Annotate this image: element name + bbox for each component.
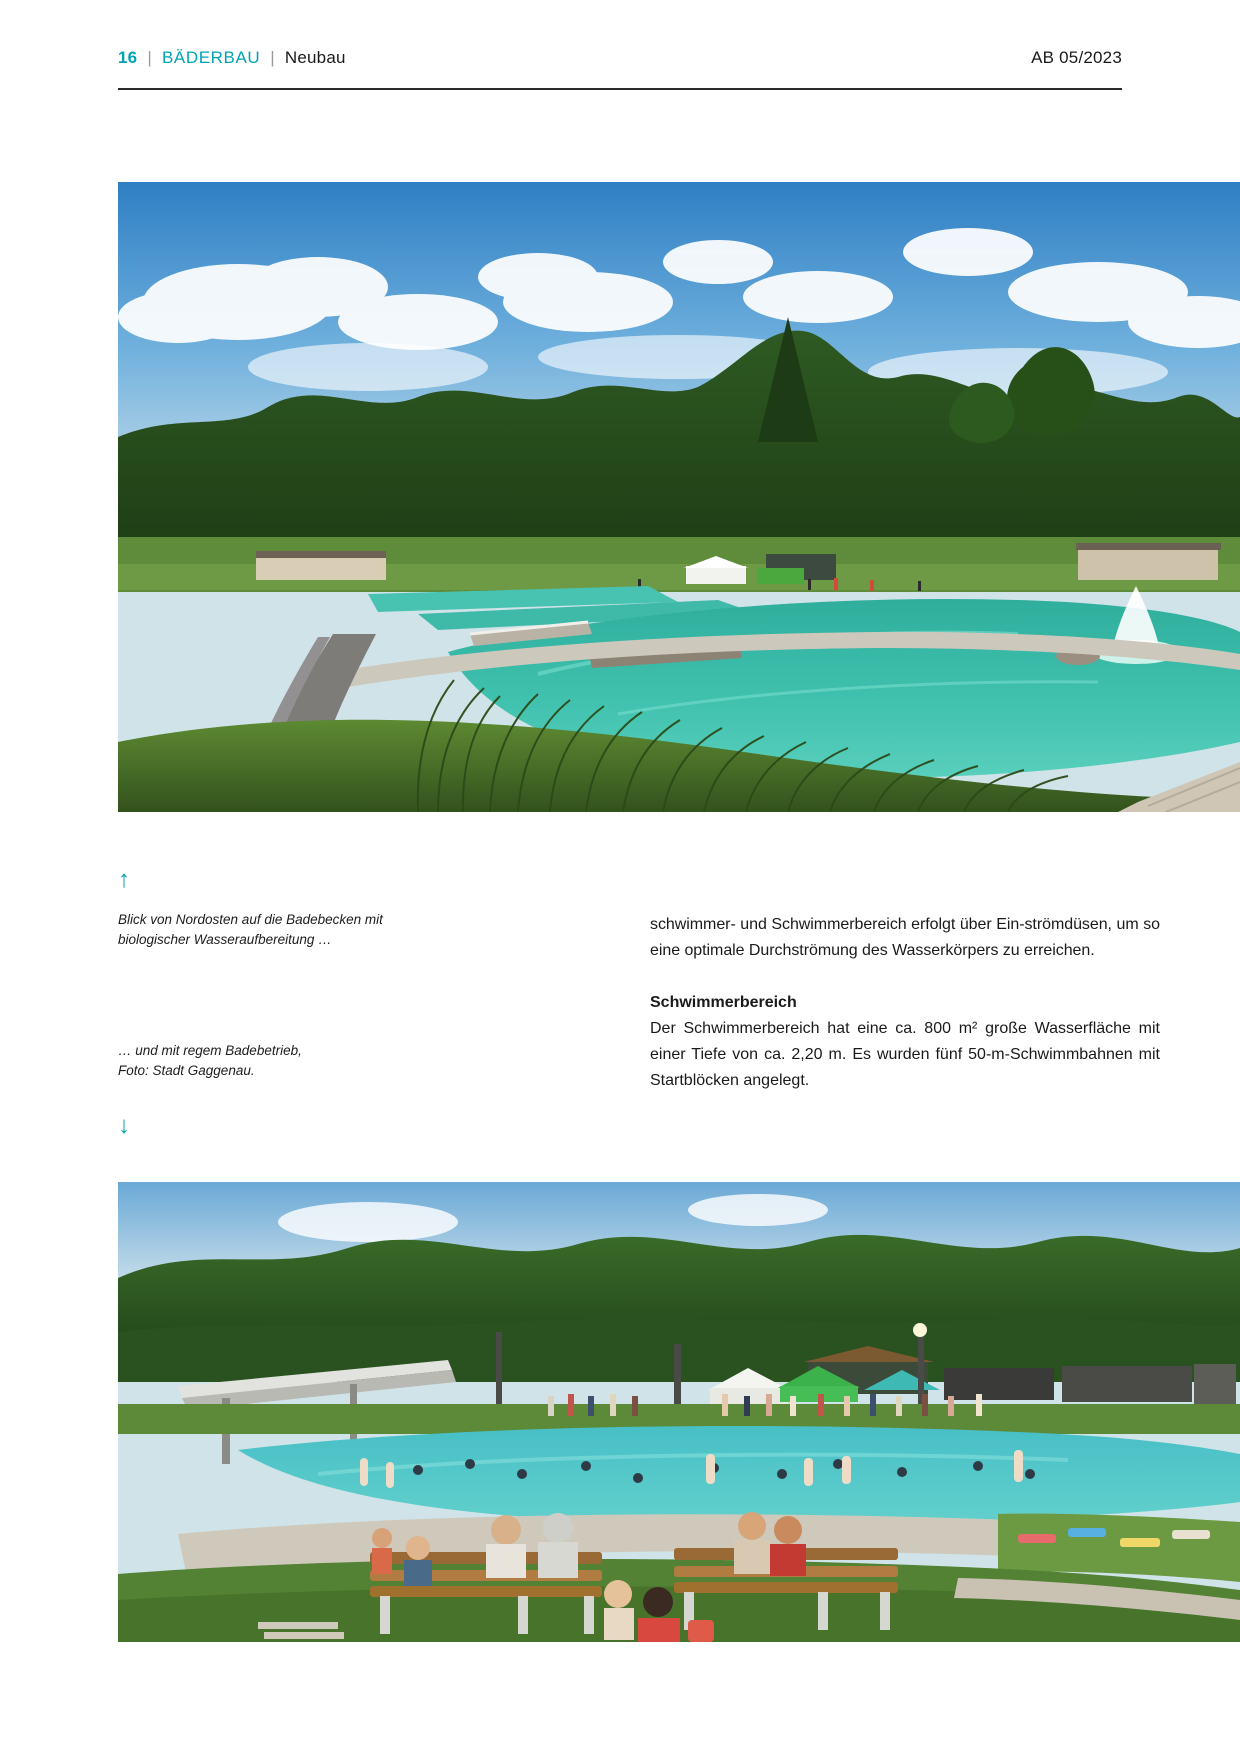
- caption-top-line-1: Blick von Nordosten auf die Badebecken mit: [118, 912, 383, 927]
- breadcrumb-separator-1: |: [147, 48, 152, 67]
- issue-label: AB 05/2023: [1031, 48, 1122, 67]
- header-section-title: BÄDERBAU: [161, 48, 261, 67]
- page-number: 16: [118, 48, 138, 67]
- page-header: [118, 48, 1122, 68]
- figure-busy-swimming-pond: [118, 1182, 1240, 1642]
- caption-bottom-line-1: … und mit regem Badebetrieb,: [118, 1043, 302, 1059]
- arrow-down-icon: ↓: [118, 1112, 130, 1140]
- figure-aerial-view-natural-swimming-pond: [118, 182, 1240, 812]
- busy-pond-illustration: [118, 1182, 1240, 1642]
- body-paragraph-2: Der Schwimmerbereich hat eine ca. 800 m² große Wasserfläche mit einer Tiefe von ca. 2,20 m. Es wurden fünf 50-m-Schwimmbahnen mit Startblöcken angelegt.: [650, 1019, 1160, 1089]
- figure-caption-bottom: [118, 1041, 448, 1080]
- caption-column: [118, 868, 448, 1138]
- body-paragraph-1: schwimmer- und Schwimmerbereich erfolgt über Ein-strömdüsen, um so eine optimale Durchströmung des Wasserkörpers zu erreichen.: [650, 916, 1160, 959]
- header-subsection-title: Neubau: [284, 48, 346, 67]
- breadcrumb-separator-2: |: [270, 48, 275, 67]
- aerial-view-illustration: [118, 182, 1240, 812]
- caption-top-line-2: biologischer Wasseraufbereitung …: [118, 931, 332, 947]
- header-breadcrumb: [118, 48, 346, 68]
- body-subheading: Schwimmerbereich: [650, 993, 797, 1011]
- header-divider: [118, 88, 1122, 90]
- body-text-column: [650, 912, 1160, 1093]
- caption-bottom-line-2: Foto: Stadt Gaggenau.: [118, 1062, 255, 1078]
- arrow-up-icon: ↑: [118, 866, 130, 893]
- figure-caption-top: [118, 910, 448, 949]
- body-section-block: [650, 990, 1160, 1094]
